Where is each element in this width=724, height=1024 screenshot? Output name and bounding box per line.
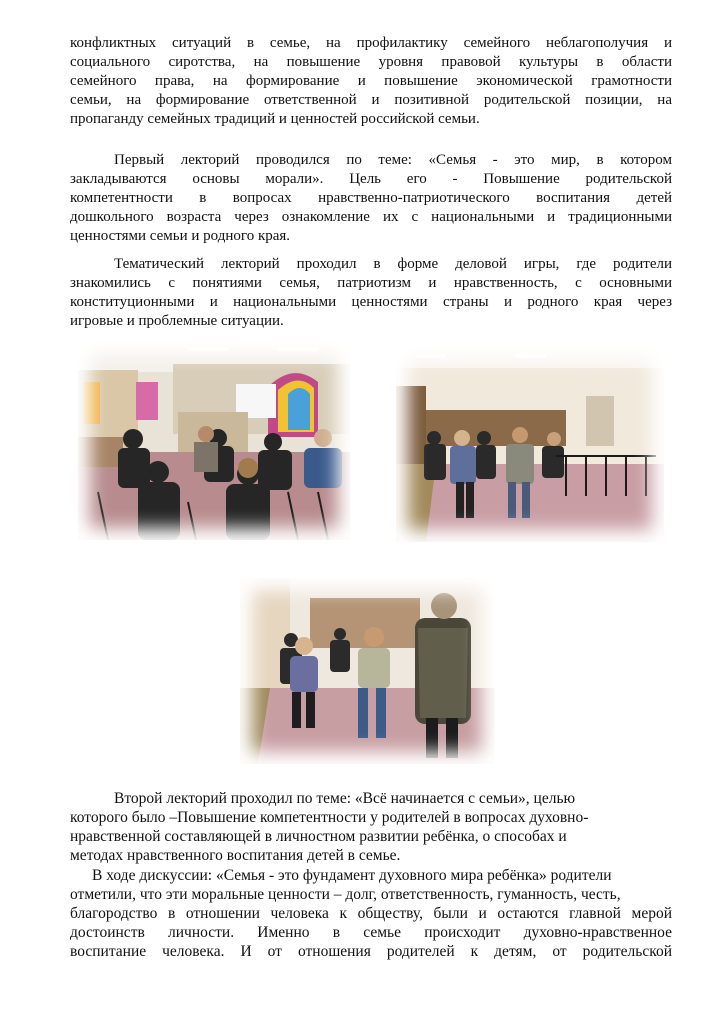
text-line: благородство в отношении человека к обществу, были и остаются главной мерой <box>70 905 672 922</box>
paragraph-second-lecture <box>70 789 672 865</box>
text-line: достоинств личности. Именно в семье происходит духовно-нравственное <box>70 924 672 941</box>
text-line: нравственной составляющей в личностном развитии ребёнка, о способах и <box>70 828 567 845</box>
text-line: отметили, что эти моральные ценности – долг, ответственность, гуманность, честь, <box>70 886 621 903</box>
text-line: знакомились с понятиями семья, патриотизм и нравственность, с основными <box>70 275 672 291</box>
text-line: семьи, на формирование ответственной и позитивной родительской позиции, на <box>70 92 672 108</box>
text-line: игровые и проблемные ситуации. <box>70 313 284 329</box>
paragraph-intro-continuation <box>70 34 672 129</box>
text-line: дошкольного возраста через ознакомление их с национальными и традиционными <box>70 209 672 225</box>
text-line: закладываются основы морали». Цель его - Повышение родительской <box>70 171 672 187</box>
text-line: ценностями семьи и родного края. <box>70 228 291 244</box>
text-line: конституционными и национальными ценностями страны и родного края через <box>70 294 672 310</box>
text-line: Тематический лекторий проходил в форме деловой игры, где родители <box>114 256 672 272</box>
text-line: методах нравственного воспитания детей в семье. <box>70 847 401 864</box>
text-line: социального сиротства, на повышение уровня правовой культуры в области <box>70 54 672 70</box>
text-line: семейного права, на формирование и повышение экономической грамотности <box>70 73 672 89</box>
photo-parents-on-chairs-icon <box>396 346 664 542</box>
lecture-hall-photo <box>78 342 350 540</box>
photo-audience-facing-screen-icon <box>78 342 350 540</box>
text-line: конфликтных ситуаций в семье, на профилактику семейного неблагополучия и <box>70 35 672 51</box>
seated-parents-photo <box>396 346 664 542</box>
text-line: пропаганду семейных традиций и ценностей российской семьи. <box>70 111 480 127</box>
text-line: В ходе дискуссии: «Семья - это фундамент духовного мира ребёнка» родители <box>92 867 612 884</box>
text-line: воспитание человека. И от отношения родителей к детям, от родительской <box>70 943 672 960</box>
text-line: Второй лекторий проходил по теме: «Всё начинается с семьи», целью <box>114 790 576 807</box>
paragraph-business-game <box>70 255 672 331</box>
text-line: которого было –Повышение компетентности у родителей в вопросах духовно- <box>70 809 589 826</box>
discussion-photo <box>240 578 494 764</box>
text-line: Первый лекторий проводился по теме: «Семья - это мир, в котором <box>114 152 672 168</box>
paragraph-discussion <box>70 866 672 961</box>
photo-speaker-and-parents-icon <box>240 578 494 764</box>
text-line: компетентности в вопросах нравственно-патриотического воспитания детей <box>70 190 672 206</box>
paragraph-first-lecture <box>70 151 672 246</box>
